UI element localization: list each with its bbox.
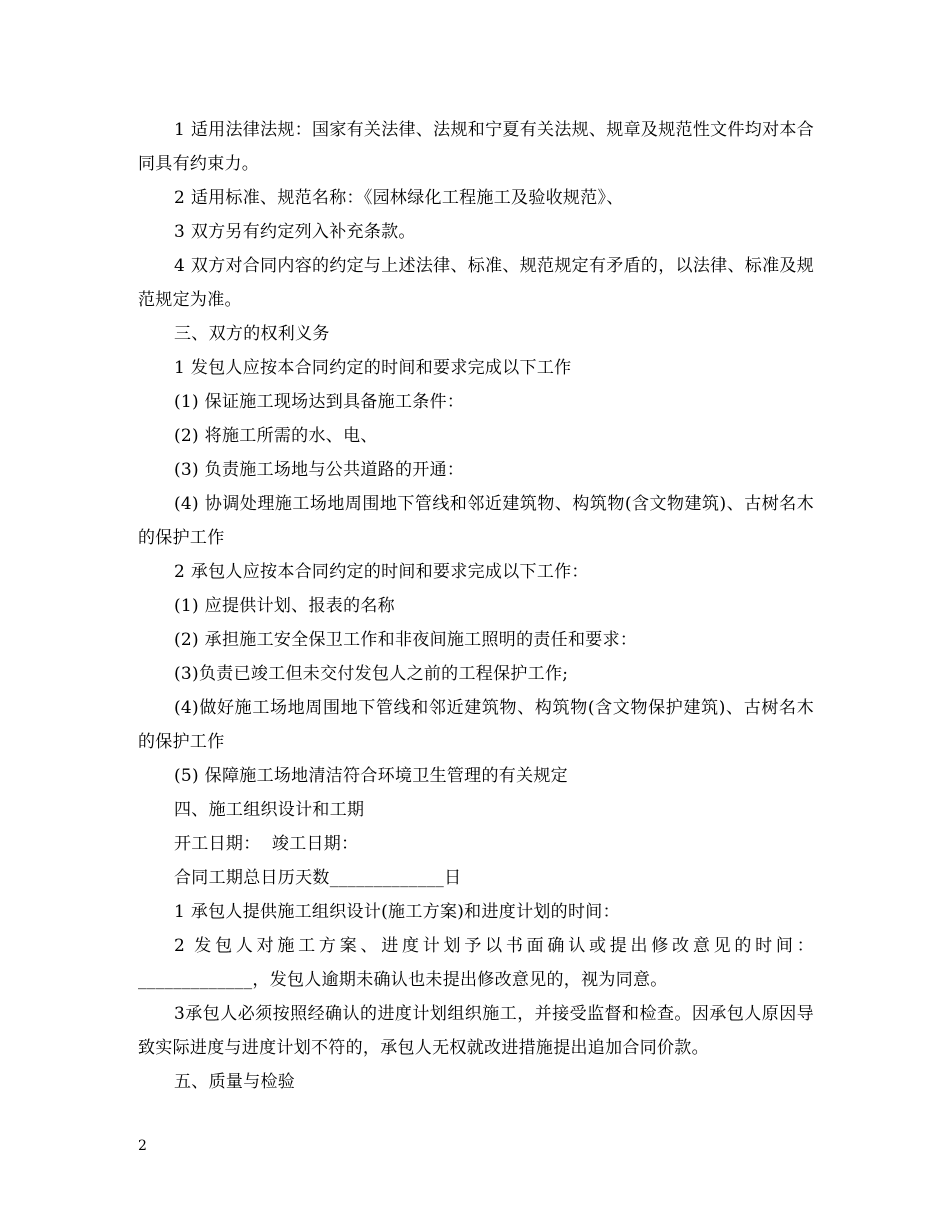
list-item: (4)做好施工场地周围地下管线和邻近建筑物、构筑物(含文物保护建筑)、古树名木的保护工作 bbox=[138, 698, 814, 752]
section-heading-rights-obligations: 三、双方的权利义务 bbox=[174, 324, 330, 344]
section-heading-construction-schedule: 四、施工组织设计和工期 bbox=[174, 800, 365, 820]
paragraph-schedule-compliance: 3承包人必须按照经确认的进度计划组织施工，并接受监督和检查。因承包人原因导致实际进度与进度计划不符的，承包人无权就改进措施提出追加合同价款。 bbox=[138, 1004, 814, 1058]
list-item: (3)负责已竣工但未交付发包人之前的工程保护工作; bbox=[174, 664, 569, 684]
paragraph-supplementary-terms: 3 双方另有约定列入补充条款。 bbox=[174, 222, 416, 242]
paragraph-applicable-standards: 2 适用标准、规范名称：《园林绿化工程施工及验收规范》、 bbox=[174, 188, 624, 208]
list-item: (4) 协调处理施工场地周围地下管线和邻近建筑物、构筑物(含文物建筑)、古树名木的保护工作 bbox=[138, 494, 814, 548]
paragraph-employer-duties: 1 发包人应按本合同约定的时间和要求完成以下工作 bbox=[174, 358, 572, 378]
paragraph-start-completion-dates: 开工日期： 竣工日期： bbox=[174, 834, 359, 854]
list-item: (3) 负责施工场地与公共道路的开通： bbox=[174, 460, 465, 480]
document-body bbox=[138, 113, 814, 1099]
list-item: (5) 保障施工场地清洁符合环境卫生管理的有关规定 bbox=[174, 766, 568, 786]
list-item: (2) 承担施工安全保卫工作和非夜间施工照明的责任和要求： bbox=[174, 630, 638, 650]
paragraph-conflict-resolution: 4 双方对合同内容的约定与上述法律、标准、规范规定有矛盾的，以法律、标准及规范规定为准。 bbox=[138, 256, 814, 310]
paragraph-contractor-duties: 2 承包人应按本合同约定的时间和要求完成以下工作： bbox=[174, 562, 589, 582]
list-item: (1) 应提供计划、报表的名称 bbox=[174, 596, 395, 616]
section-heading-quality-inspection: 五、质量与检验 bbox=[174, 1072, 296, 1092]
paragraph-schedule-submission: 1 承包人提供施工组织设计(施工方案)和进度计划的时间： bbox=[174, 902, 620, 922]
page-number: 2 bbox=[138, 1138, 147, 1154]
list-item: (2) 将施工所需的水、电、 bbox=[174, 426, 378, 446]
paragraph-applicable-laws: 1 适用法律法规：国家有关法律、法规和宁夏有关法规、规章及规范性文件均对本合同具有约束力。 bbox=[138, 120, 814, 174]
paragraph-schedule-confirmation: 2 发包人对施工方案、进度计划予以书面确认或提出修改意见的时间：_____________，发包人逾期未确认也未提出修改意见的，视为同意。 bbox=[138, 936, 814, 990]
paragraph-total-calendar-days: 合同工期总日历天数_____________日 bbox=[174, 868, 462, 888]
list-item: (1) 保证施工现场达到具备施工条件： bbox=[174, 392, 465, 412]
